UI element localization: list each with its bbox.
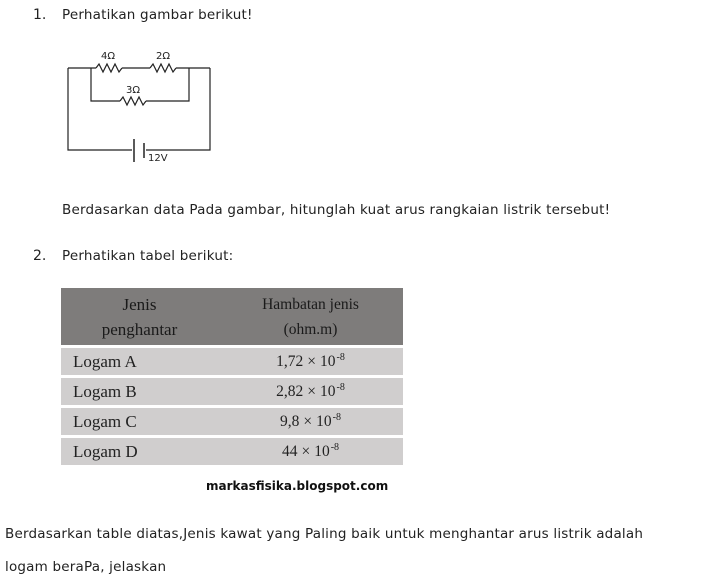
row-value: $1,72 \times 10^{-8}$	[218, 347, 403, 377]
source-caption: markasfisika.blogspot.com	[206, 479, 389, 493]
r2-label: 2Ω	[156, 51, 171, 62]
left-wire	[68, 68, 132, 150]
question-2-number: 2.	[33, 248, 47, 264]
resistivity-table	[61, 288, 403, 465]
table-row	[61, 347, 403, 377]
table-row	[61, 377, 403, 407]
table-row	[61, 437, 403, 466]
resistor-4-ohm	[96, 64, 122, 72]
question-1-prompt: Perhatikan gambar berikut!	[62, 7, 253, 23]
battery-label: 12V	[148, 153, 168, 164]
question-2-prompt: Perhatikan tabel berikut:	[62, 248, 234, 264]
row-name: Logam B	[61, 377, 218, 407]
header-resistivity-line2: (ohm.m)	[283, 320, 338, 338]
row-name: Logam A	[61, 347, 218, 377]
r3-label: 3Ω	[126, 85, 141, 96]
question-1-number: 1.	[33, 7, 47, 23]
row-value: $9,8 \times 10^{-8}$	[218, 407, 403, 437]
question-3-line-1: Berdasarkan table diatas,Jenis kawat yang Paling baik untuk menghantar arus listrik adalah	[5, 526, 644, 542]
row-name: Logam C	[61, 407, 218, 437]
question-3-line-2: logam beraPa, jelaskan	[5, 559, 167, 575]
row-value: $2,82 \times 10^{-8}$	[218, 377, 403, 407]
header-conductor	[61, 288, 218, 347]
table-row	[61, 407, 403, 437]
circuit-diagram	[60, 42, 220, 170]
table-header-row	[61, 288, 403, 347]
resistor-2-ohm	[150, 64, 176, 72]
branch-left-wire	[91, 68, 120, 101]
row-value: $44 \times 10^{-8}$	[218, 437, 403, 466]
header-resistivity	[218, 288, 403, 347]
branch-right-wire	[146, 68, 189, 101]
header-conductor-line2: penghantar	[101, 319, 178, 339]
header-resistivity-line1: Hambatan jenis	[262, 295, 359, 313]
right-wire	[146, 68, 210, 150]
question-1-text: Berdasarkan data Pada gambar, hitunglah kuat arus rangkaian listrik tersebut!	[62, 202, 611, 218]
resistor-3-ohm	[120, 97, 146, 105]
r1-label: 4Ω	[101, 51, 116, 62]
row-name: Logam D	[61, 437, 218, 466]
header-conductor-line1: Jenis	[122, 294, 157, 314]
